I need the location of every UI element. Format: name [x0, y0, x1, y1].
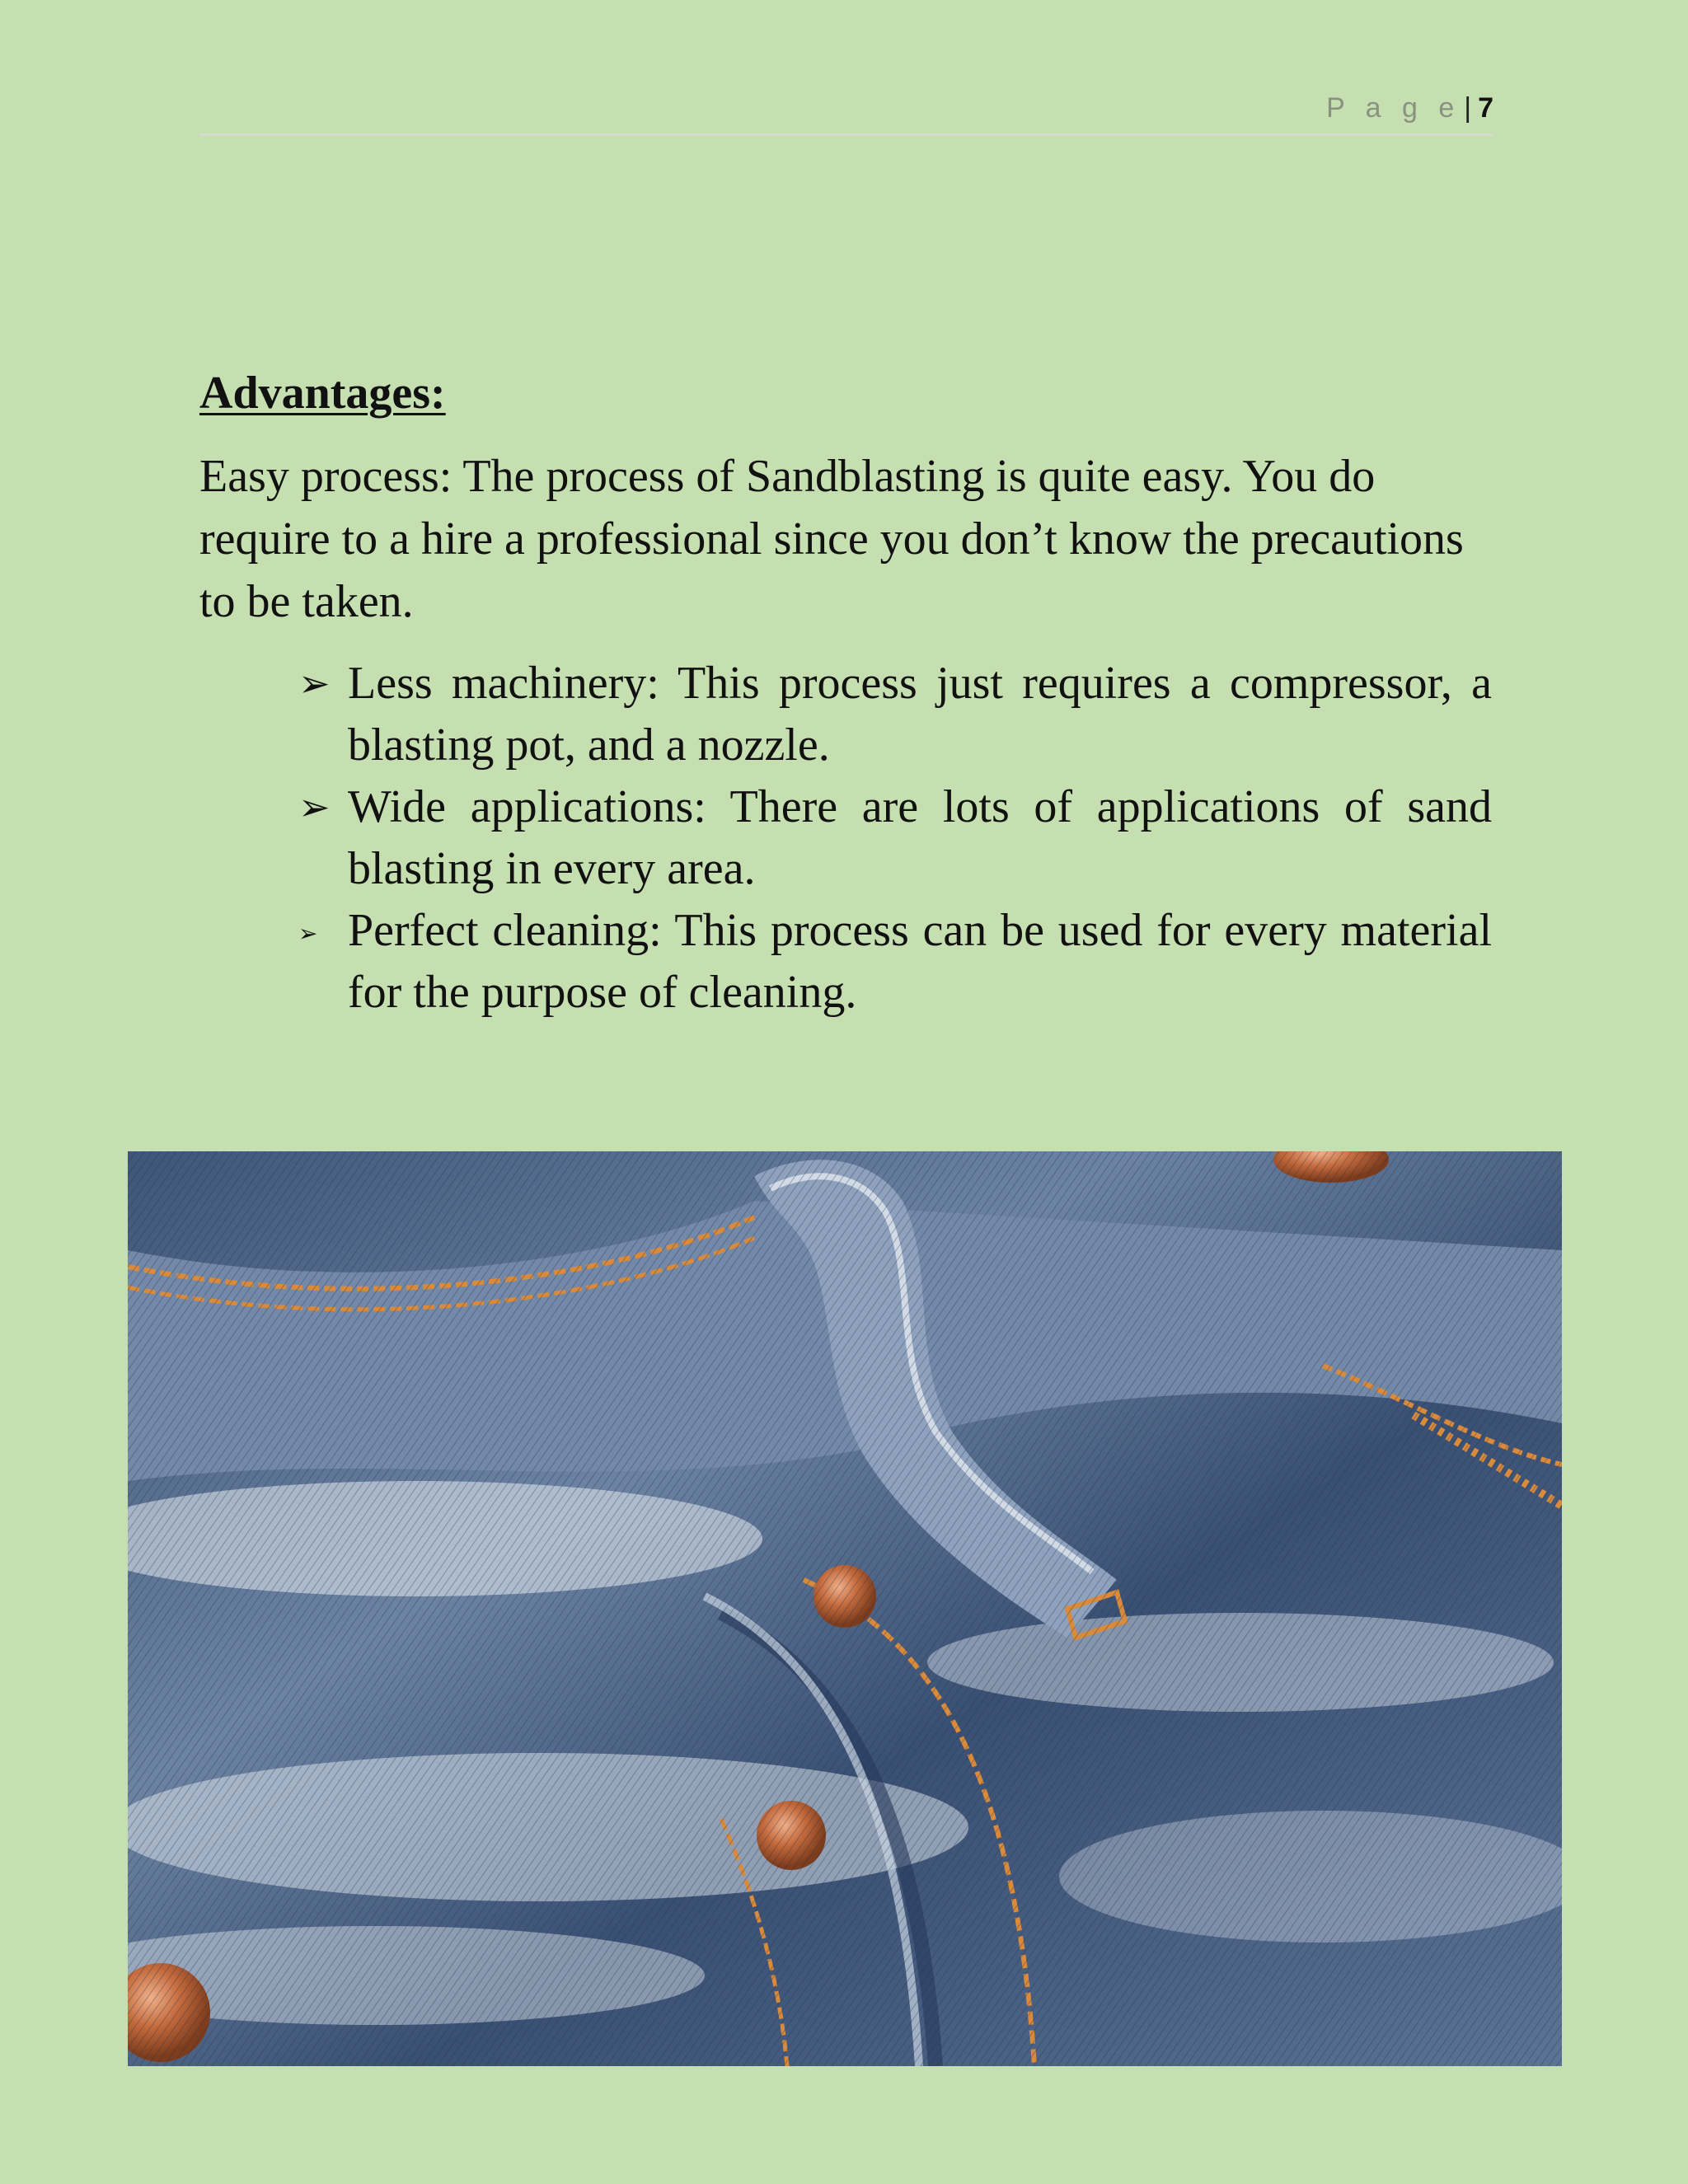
- intro-paragraph: Easy process: The process of Sandblasting is quite easy. You do require to a hire a professional since you don’t know the precautions to be taken.: [199, 451, 1464, 627]
- page-separator: |: [1464, 92, 1472, 124]
- list-item: [298, 900, 1492, 1024]
- list-item-text: Less machinery: This process just requires a compressor, a blasting pot, and a nozzle.: [348, 658, 1492, 771]
- list-item-text: Perfect cleaning: This process can be used for every material for the purpose of cleaning.: [348, 905, 1492, 1018]
- arrowhead-bullet-icon: ➢: [298, 663, 331, 705]
- list-item: [298, 653, 1492, 776]
- twill-texture: [128, 1151, 1562, 2066]
- list-item: [298, 776, 1492, 900]
- page-header: [199, 92, 1493, 136]
- arrowhead-bullet-icon: ➢: [298, 921, 318, 947]
- page-number: 7: [1478, 92, 1493, 124]
- page-label: P a g e: [1326, 92, 1461, 124]
- arrowhead-bullet-icon: ➢: [298, 786, 331, 828]
- jeans-illustration: [128, 1151, 1562, 2066]
- advantages-list: [298, 653, 1492, 1024]
- sandblasted-jeans-photo: [128, 1151, 1562, 2066]
- section-heading: Advantages:: [199, 368, 446, 419]
- list-item-text: Wide applications: There are lots of applications of sand blasting in every area.: [348, 781, 1492, 894]
